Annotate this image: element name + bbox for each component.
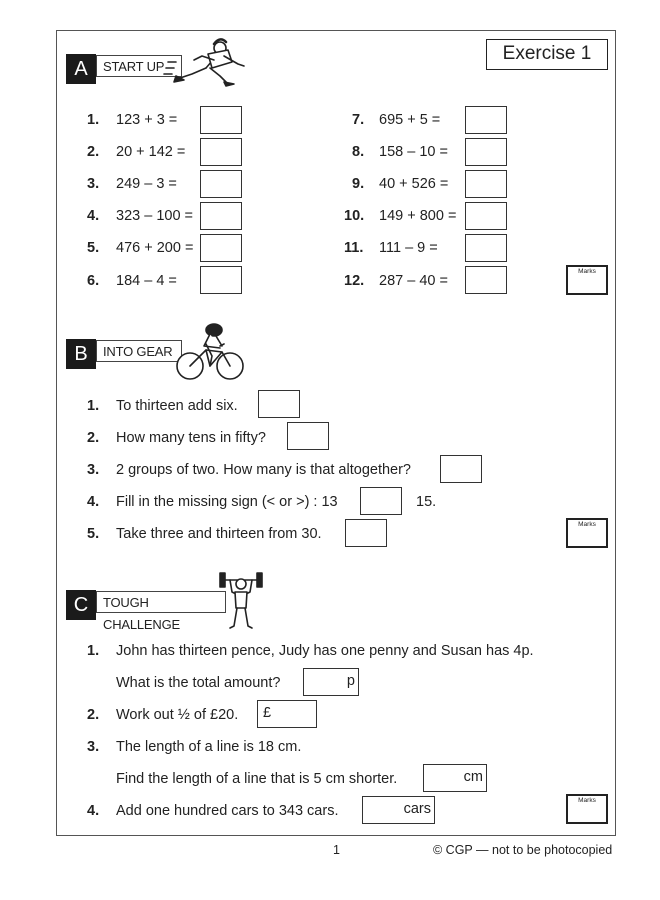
answer-box[interactable] (360, 487, 402, 515)
section-a-letter: A (66, 54, 96, 84)
question-text: 20 + 142 = (116, 144, 186, 160)
weightlifter-illustration (218, 570, 264, 632)
question-number: 9. (352, 176, 365, 192)
answer-box[interactable] (200, 234, 242, 262)
question-number: 7. (352, 112, 365, 128)
answer-box[interactable] (440, 455, 482, 483)
runner-illustration (162, 38, 250, 88)
answer-unit: cars (403, 801, 431, 817)
marks-label: Marks (578, 268, 596, 275)
answer-unit: p (346, 673, 355, 689)
question-text: 184 – 4 = (116, 273, 177, 289)
question-text: 476 + 200 = (116, 240, 194, 256)
answer-unit: £ (263, 705, 272, 721)
answer-box[interactable] (465, 170, 507, 198)
marks-box[interactable] (566, 518, 608, 548)
answer-box[interactable] (200, 266, 242, 294)
question-text: 249 – 3 = (116, 176, 177, 192)
answer-box[interactable] (200, 170, 242, 198)
question-text-after: 15. (416, 494, 437, 510)
question-number: 3. (87, 462, 100, 478)
answer-box[interactable] (465, 138, 507, 166)
answer-box[interactable] (200, 202, 242, 230)
answer-box[interactable] (200, 106, 242, 134)
question-text-line2: What is the total amount? (116, 675, 281, 691)
answer-box[interactable] (465, 202, 507, 230)
answer-box[interactable] (303, 668, 359, 696)
question-text: Work out ½ of £20. (116, 707, 239, 723)
answer-box[interactable] (423, 764, 487, 792)
section-a-title: START UP (96, 55, 182, 77)
question-number: 11. (344, 240, 364, 256)
question-text: 287 – 40 = (379, 273, 448, 289)
answer-box[interactable] (465, 234, 507, 262)
question-text: John has thirteen pence, Judy has one penny and Susan has 4p. (116, 643, 534, 659)
question-text: 323 – 100 = (116, 208, 194, 224)
question-text: 149 + 800 = (379, 208, 457, 224)
question-number: 4. (87, 494, 100, 510)
question-text: Fill in the missing sign (< or >) : 13 (116, 494, 338, 510)
section-c-title: TOUGH CHALLENGE (96, 591, 226, 613)
question-text: Take three and thirteen from 30. (116, 526, 322, 542)
question-text: The length of a line is 18 cm. (116, 739, 302, 755)
section-c-letter: C (66, 590, 96, 620)
question-number: 3. (87, 739, 100, 755)
answer-box[interactable] (257, 700, 317, 728)
section-b-title: INTO GEAR (96, 340, 182, 362)
answer-box[interactable] (287, 422, 329, 450)
marks-label: Marks (578, 521, 596, 528)
answer-unit: cm (463, 769, 483, 785)
marks-label: Marks (578, 797, 596, 804)
question-number: 12. (344, 273, 365, 289)
answer-box[interactable] (258, 390, 300, 418)
question-text: 111 – 9 = (379, 240, 438, 256)
answer-box[interactable] (465, 266, 507, 294)
question-text: 2 groups of two. How many is that altogether? (116, 462, 411, 478)
question-text: How many tens in fifty? (116, 430, 266, 446)
question-text: 158 – 10 = (379, 144, 448, 160)
question-number: 2. (87, 144, 100, 160)
question-number: 4. (87, 803, 100, 819)
question-number: 10. (344, 208, 365, 224)
cyclist-illustration (174, 320, 246, 382)
question-number: 8. (352, 144, 365, 160)
question-text-line2: Find the length of a line that is 5 cm shorter. (116, 771, 398, 787)
question-number: 1. (87, 398, 100, 414)
answer-box[interactable] (465, 106, 507, 134)
question-text: Add one hundred cars to 343 cars. (116, 803, 339, 819)
answer-box[interactable] (345, 519, 387, 547)
question-number: 3. (87, 176, 100, 192)
question-number: 5. (87, 240, 100, 256)
marks-box[interactable] (566, 265, 608, 295)
question-number: 2. (87, 430, 100, 446)
answer-box[interactable] (200, 138, 242, 166)
question-number: 1. (87, 643, 100, 659)
question-number: 6. (87, 273, 100, 289)
copyright-notice: © CGP — not to be photocopied (433, 843, 613, 857)
section-b-letter: B (66, 339, 96, 369)
question-number: 4. (87, 208, 100, 224)
question-number: 5. (87, 526, 100, 542)
question-text: 123 + 3 = (116, 112, 178, 128)
marks-box[interactable] (566, 794, 608, 824)
question-text: To thirteen add six. (116, 398, 238, 414)
exercise-title: Exercise 1 (486, 39, 608, 70)
question-text: 40 + 526 = (379, 176, 449, 192)
answer-box[interactable] (362, 796, 435, 824)
question-text: 695 + 5 = (379, 112, 441, 128)
question-number: 1. (87, 112, 100, 128)
question-number: 2. (87, 707, 100, 723)
page-number: 1 (333, 843, 340, 857)
